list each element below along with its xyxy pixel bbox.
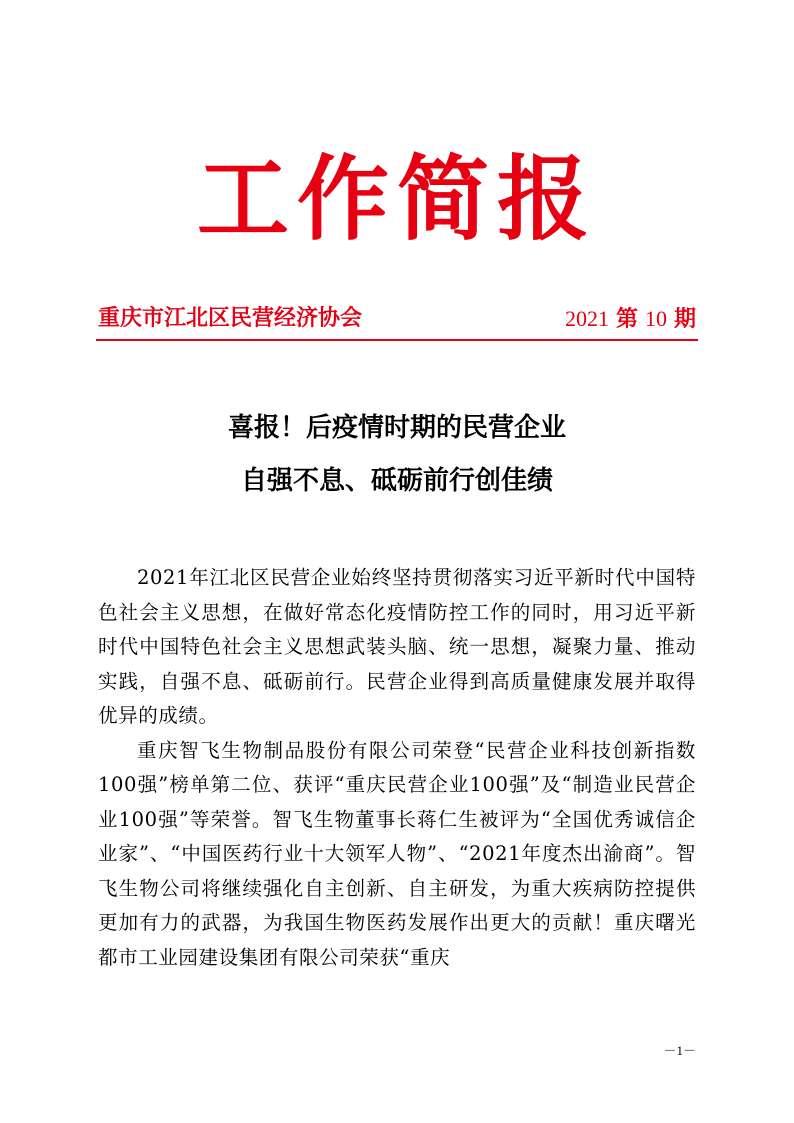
masthead-title: 工作简报 [196, 146, 597, 253]
issuer-name: 重庆市江北区民营经济协会 [98, 306, 363, 331]
article-body [98, 561, 696, 975]
issue-number [565, 302, 696, 337]
masthead-divider [96, 339, 698, 341]
article-headline-line-1: 喜报！后疫情时期的民营企业 [227, 413, 566, 443]
body-paragraph: 2021年江北区民营企业始终坚持贯彻落实习近平新时代中国特色社会主义思想，在做好常态化疫情防控工作的同时，用习近平新时代中国特色社会主义思想武装头脑、统一思想，凝聚力量、推动实践，自强不息、砥砺前行。民营企业得到高质量健康发展并取得优异的成绩。 [98, 566, 696, 727]
body-paragraph: 重庆智飞生物制品股份有限公司荣登“民营企业科技创新指数100强”榜单第二位、获评“重庆民营企业100强”及“制造业民营企业100强”等荣誉。智飞生物董事长蒋仁生被评为“全国优秀诚信企业家”、“中国医药行业十大领军人物”、“2021年度杰出渝商”。智飞生物公司将继续强化自主创新、自主研发，为重大疾病防控提供更加有力的武器，为我国生物医药发展作出更大的贡献！重庆曙光都市工业园建设集团有限公司荣获“重庆 [98, 738, 696, 969]
page-number: －1－ [663, 1043, 696, 1058]
issue-num: 10 [644, 306, 667, 331]
issue-year: 2021 [564, 306, 609, 331]
article-headline-line-2: 自强不息、砥砺前行创佳绩 [240, 466, 553, 496]
issue-word-after: 期 [673, 307, 696, 332]
issue-word-before: 第 [615, 307, 638, 332]
